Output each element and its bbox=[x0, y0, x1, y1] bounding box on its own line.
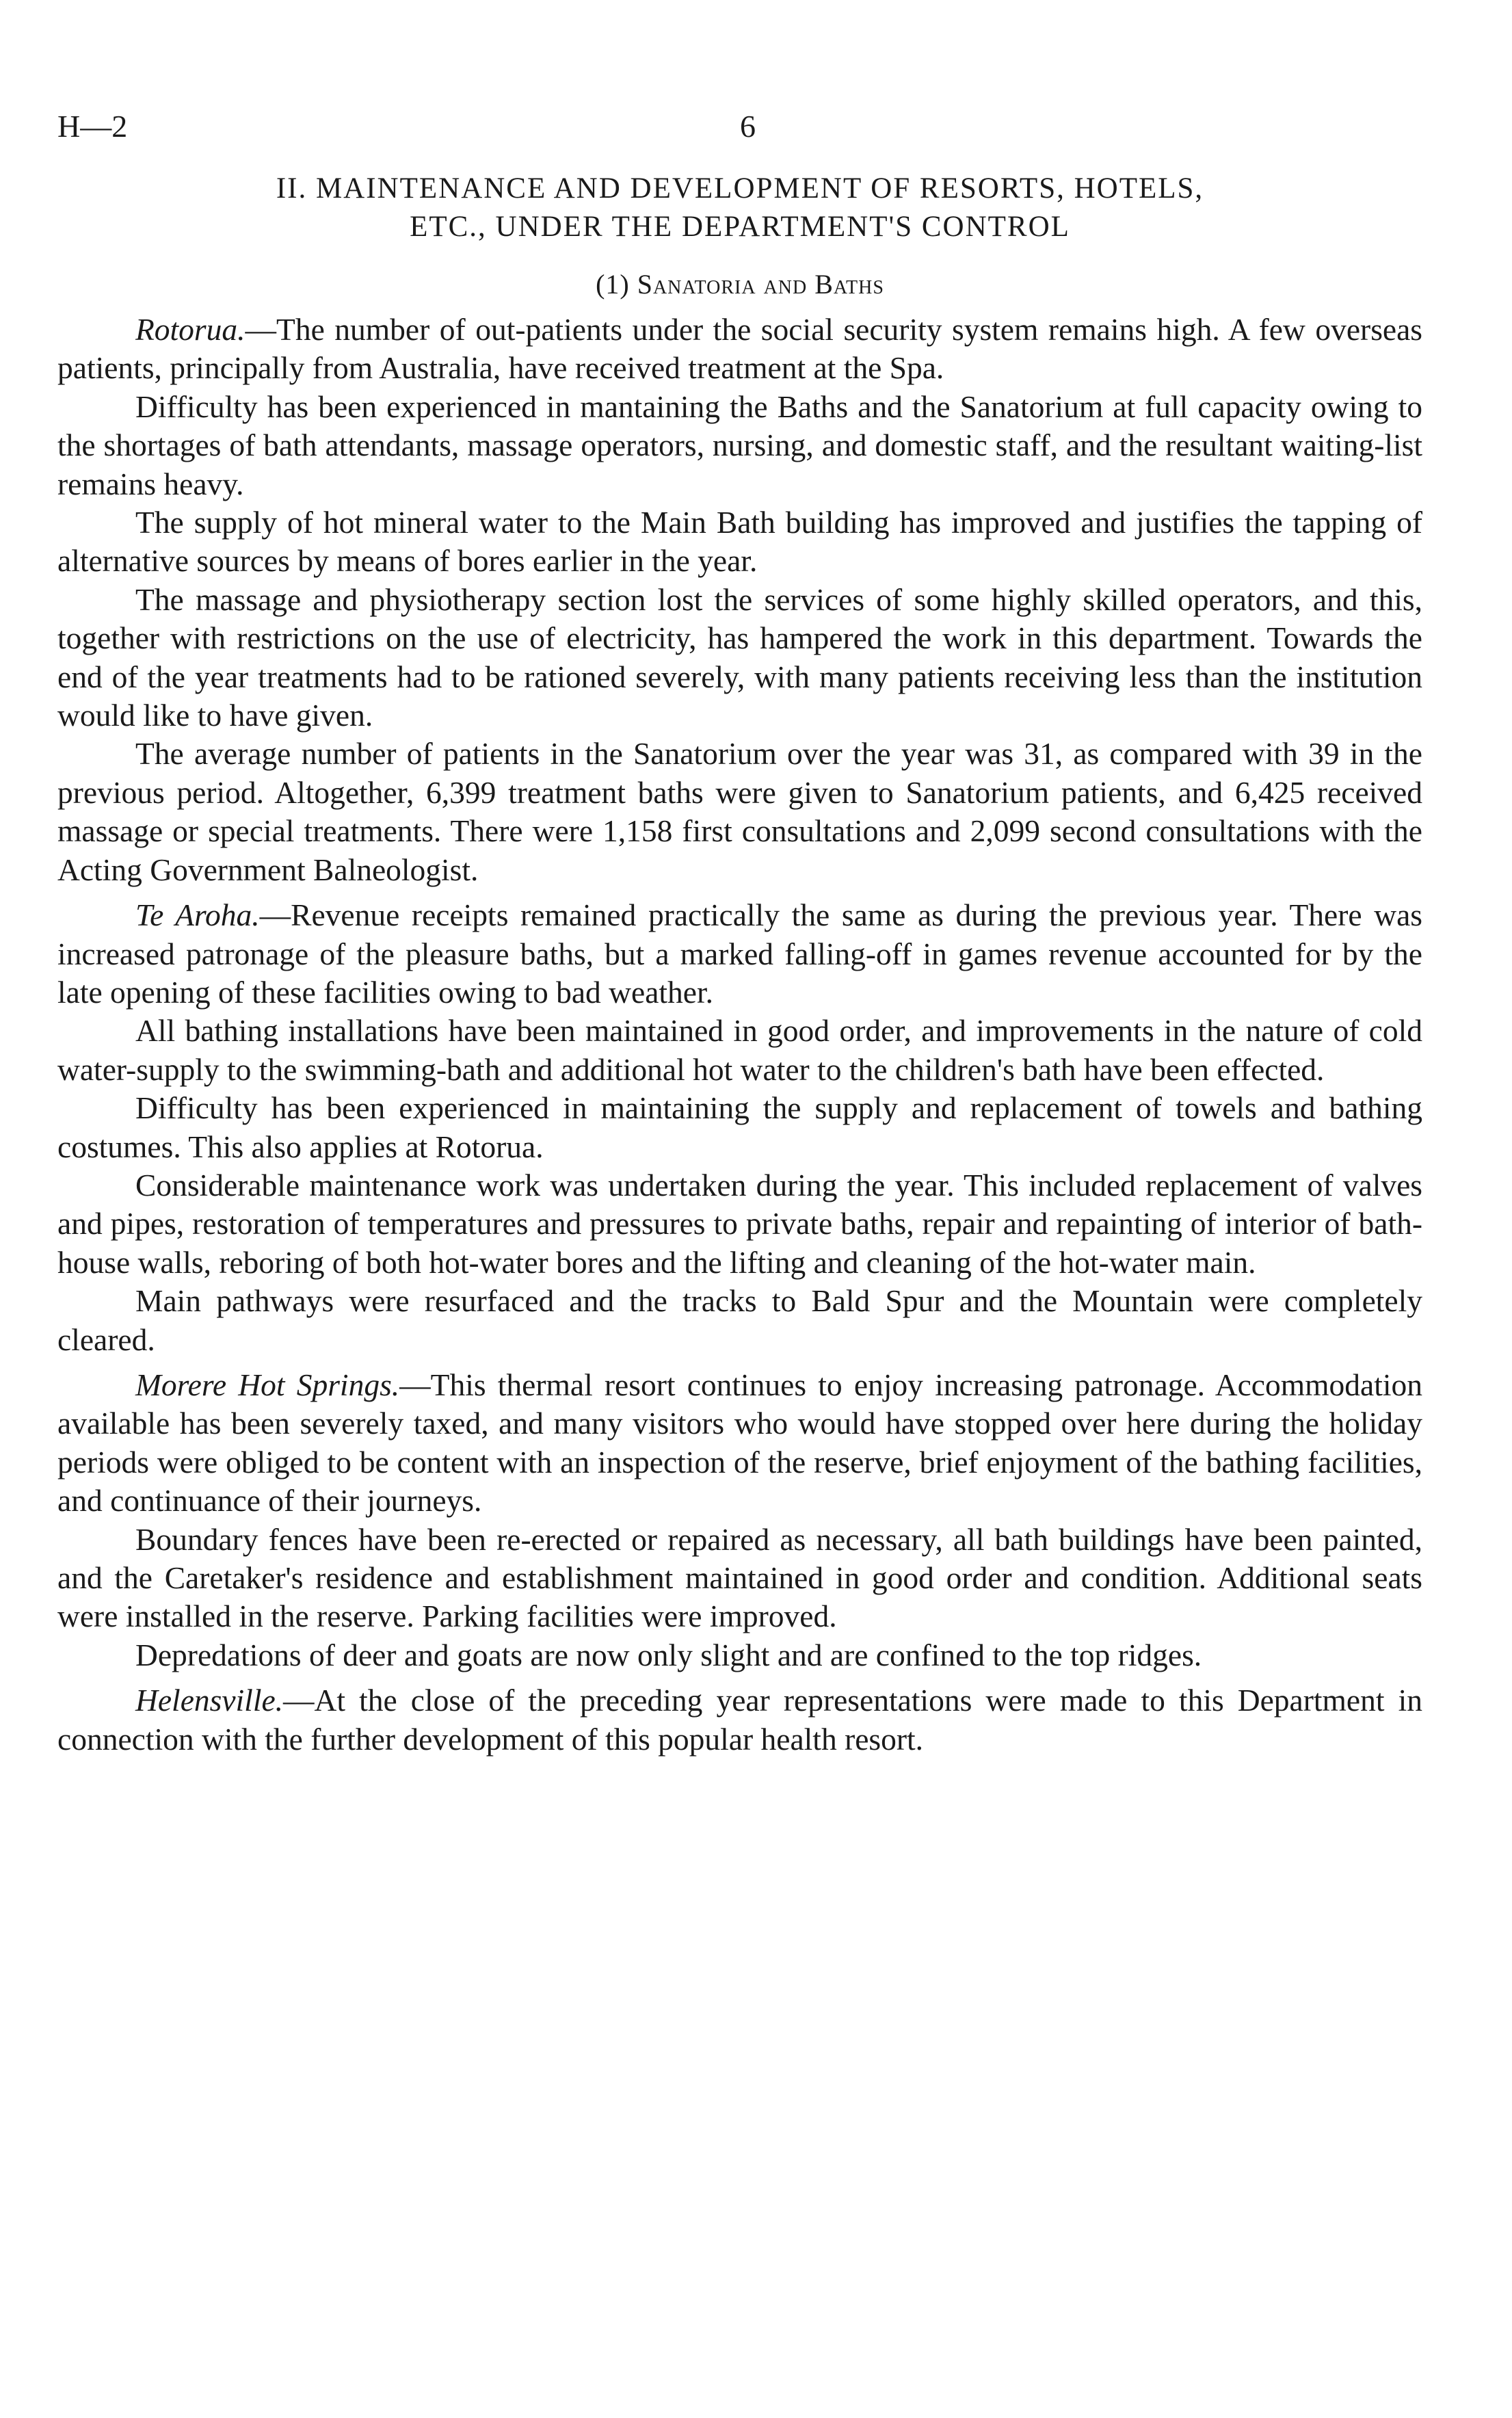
page-code: H—2 bbox=[57, 109, 128, 144]
te-aroha-paragraph-5: Main pathways were resurfaced and the tracks to Bald Spur and the Mountain were completely cleared. bbox=[57, 1283, 1422, 1357]
rotorua-paragraph-4: The massage and physiotherapy section lost the services of some highly skilled operators, and this, together with restrictions on the use of electricity, has hampered the work in this department. Towards the end of the year treatments had to be rationed severely, with many patients receiving less than the institution would like to have given. bbox=[57, 581, 1422, 733]
page-header bbox=[57, 103, 1422, 150]
helensville-heading: Helensville. bbox=[135, 1683, 284, 1718]
morere-paragraph-2: Boundary fences have been re-erected or repaired as necessary, all bath buildings have been painted, and the Caretaker's residence and establishment maintained in good order and condition. Additional seats were installed in the reserve. Parking facilities were improved. bbox=[57, 1521, 1422, 1634]
section-title-line-1: II. MAINTENANCE AND DEVELOPMENT OF RESORTS, HOTELS, bbox=[276, 172, 1204, 205]
te-aroha-paragraph-2: All bathing installations have been maintained in good order, and improvements in the nature of cold water-supply to the swimming-bath and additional hot water to the children's bath have been effected. bbox=[57, 1013, 1422, 1087]
te-aroha-paragraph-1 bbox=[57, 896, 1422, 1012]
te-aroha-text-1: —Revenue receipts remained practically the same as during the previous year. There was increased patronage of the pleasure baths, but a marked falling-off in games revenue accounted for by the late opening of these facilities owing to bad weather. bbox=[57, 897, 1422, 1010]
morere-text-1: —This thermal resort continues to enjoy increasing patronage. Accommodation available has been severely taxed, and many visitors who would have stopped over here during the holiday periods were obliged to be content with an inspection of the reserve, brief enjoyment of the bathing facilities, and continuance of their journeys. bbox=[57, 1367, 1422, 1519]
page-number: 6 bbox=[740, 109, 756, 144]
rotorua-paragraph-2: Difficulty has been experienced in mantaining the Baths and the Sanatorium at full capacity owing to the shortages of bath attendants, massage operators, nursing, and domestic staff, and the resultant waiting-list remains heavy. bbox=[57, 389, 1422, 501]
rotorua-text-1: —The number of out-patients under the social security system remains high. A few overseas patients, principally from Australia, have received treatment at the Spa. bbox=[57, 312, 1422, 386]
te-aroha-heading: Te Aroha. bbox=[135, 897, 260, 933]
rotorua-paragraph-5: The average number of patients in the Sanatorium over the year was 31, as compared with 39 in the previous period. Altogether, 6,399 treatment baths were given to Sanatorium patients, and 6,425 received massage or special treatments. There were 1,158 first consultations and 2,099 second consultations with the Acting Government Balneologist. bbox=[57, 736, 1422, 887]
rotorua-heading: Rotorua. bbox=[135, 312, 246, 347]
te-aroha-paragraph-4: Considerable maintenance work was undertaken during the year. This included replacement of valves and pipes, restoration of temperatures and pressures to private baths, repair and repainting of interior of bath-house walls, reboring of both hot-water bores and the lifting and cleaning of the hot-water main. bbox=[57, 1167, 1422, 1280]
morere-heading: Morere Hot Springs. bbox=[135, 1367, 400, 1402]
subsection-name: Sanatoria and Baths bbox=[637, 269, 884, 300]
rotorua-paragraph-3: The supply of hot mineral water to the Main Bath building has improved and justifies the tapping of alternative sources by means of bores earlier in the year. bbox=[57, 505, 1422, 579]
helensville-text-1: —At the close of the preceding year representations were made to this Department in connection with the further development of this popular health resort. bbox=[57, 1683, 1422, 1757]
section-title bbox=[57, 170, 1422, 246]
section-title-line-2: ETC., UNDER THE DEPARTMENT'S CONTROL bbox=[410, 211, 1070, 243]
te-aroha-paragraph-3: Difficulty has been experienced in maintaining the supply and replacement of towels and bathing costumes. This also applies at Rotorua. bbox=[57, 1090, 1422, 1164]
rotorua-paragraph-1 bbox=[57, 311, 1422, 388]
document-page bbox=[57, 103, 1422, 1759]
subsection-number: (1) bbox=[596, 269, 630, 300]
subsection-title bbox=[57, 265, 1422, 304]
morere-paragraph-1 bbox=[57, 1366, 1422, 1521]
morere-paragraph-3: Depredations of deer and goats are now only slight and are confined to the top ridges. bbox=[135, 1637, 1202, 1672]
helensville-paragraph-1 bbox=[57, 1681, 1422, 1759]
